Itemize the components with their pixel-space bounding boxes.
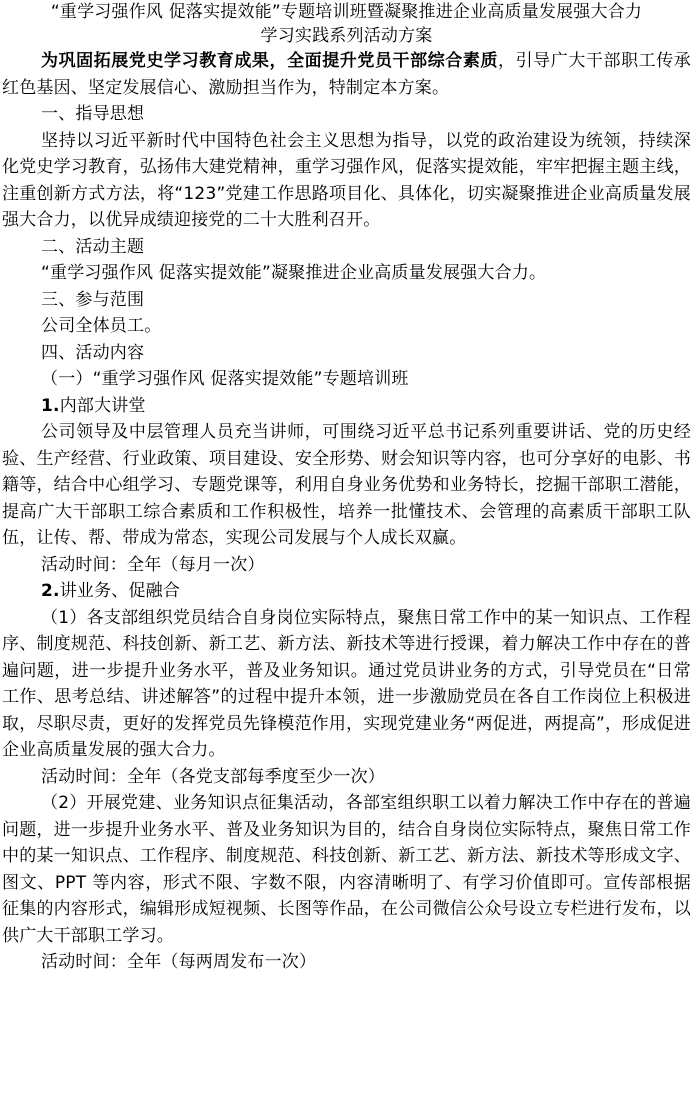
section-heading-1: 一、指导思想 [41, 104, 145, 124]
section-heading-4: 四、活动内容 [41, 342, 145, 363]
subsection-heading-1: （一）“重学习强作风 促落实提效能”专题培训班 [41, 369, 409, 389]
intro-text: ，引导广大干部职工传承红色基因、坚定发展信心、激励担当作为，特制定本方案。 [2, 51, 692, 98]
activity-time-1: 活动时间：全年（每月一次） [41, 554, 265, 575]
item-1-label: 内部大讲堂 [59, 395, 146, 416]
document-title-line-2: 学习实践系列活动方案 [260, 26, 433, 46]
section-heading-2: 二、活动主题 [41, 236, 145, 257]
section-1-paragraph: 坚持以习近平新时代中国特色社会主义思想为指导，以党的政治建设为统领，持续深化党史学习教育，弘扬伟大建党精神，重学习强作风，促落实提效能，牢牢把握主题主线，注重创新方式方法，将“123”党建工作思路项目化、具体化，切实凝聚推进企业高质量发展强大合力，以优异成绩迎接党的二十大胜利召开。 [2, 130, 691, 230]
activity-time-2: 活动时间：全年（各党支部每季度至少一次） [41, 766, 385, 787]
section-heading-3: 三、参与范围 [41, 289, 145, 310]
section-3-paragraph: 公司全体员工。 [41, 316, 162, 336]
item-2-paragraph-2: （2）开展党建、业务知识点征集活动，各部室组织职工以着力解决工作中存在的普遍问题，进一步提升业务水平、普及业务知识为目的，结合自身岗位实际特点，聚焦日常工作中的某一知识点、工作程序、制度规范、科技创新、新工艺、新方法、新技术等形成文字、图文、PPT 等内容，形式不限、字数不限，内容清晰明了、有学习价值即可。宣传部根据征集的内容形式，编辑形成短视频、长图等作品，在公司微信公众号设立专栏进行发布，以供广大干部职工学习。 [2, 793, 691, 946]
item-1-paragraph: 公司领导及中层管理人员充当讲师，可围绕习近平总书记系列重要讲话、党的历史经验、生产经营、行业政策、项目建设、安全形势、财会知识等内容，也可分享好的电影、书籍等，结合中心组学习、专题党课等，利用自身业务优势和业务特长，挖掘干部职工潜能，提高广大干部职工综合素质和工作积极性，培养一批懂技术、会管理的高素质干部职工队伍，让传、帮、带成为常态，实现公司发展与个人成长双赢。 [2, 422, 691, 548]
intro-paragraph [2, 48, 691, 101]
document-title-line-1: “重学习强作风 促落实提效能”专题培训班暨凝聚推进企业高质量发展强大合力 [50, 2, 643, 22]
item-heading-2 [2, 578, 691, 605]
intro-bold-text: 为巩固拓展党史学习教育成果，全面提升党员干部综合素质 [41, 51, 499, 71]
item-1-number: 1. [41, 395, 60, 416]
item-heading-1 [2, 393, 691, 420]
item-2-label: 讲业务、促融合 [59, 581, 181, 601]
item-2-paragraph-1: （1）各支部组织党员结合自身岗位实际特点，聚焦日常工作中的某一知识点、工作程序、制度规范、科技创新、新工艺、新方法、新技术等进行授课，着力解决工作中存在的普遍问题，进一步提升业务水平，普及业务知识。通过党员讲业务的方式，引导党员在“日常工作、思考总结、讲述解答”的过程中提升本领，进一步激励党员在各自工作岗位上积极进取，尽职尽责，更好的发挥党员先锋模范作用，实现党建业务“两促进，两提高”，形成促进企业高质量发展的强大合力。 [2, 607, 691, 760]
section-2-paragraph: “重学习强作风 促落实提效能”凝聚推进企业高质量发展强大合力。 [41, 263, 547, 283]
activity-time-3: 活动时间：全年（每两周发布一次） [41, 952, 317, 972]
item-2-number: 2. [41, 581, 60, 601]
